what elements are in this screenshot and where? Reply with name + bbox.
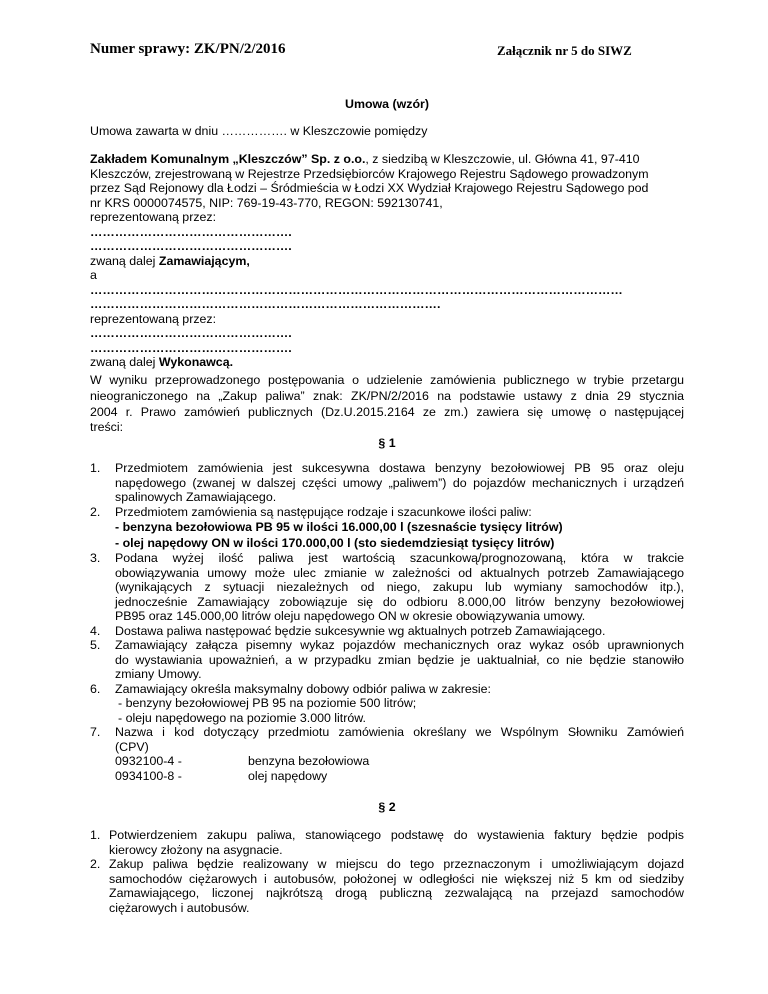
- party1-line2: Kleszczów, zrejestrowaną w Rejestrze Przedsiębiorców Krajowego Rejestru Sądowego prowadzonym: [90, 166, 649, 181]
- party1-line1: [90, 152, 684, 167]
- item-line: Dostawa paliwa następować będzie sukcesywnie wg aktualnych potrzeb Zamawiającego.: [115, 623, 606, 638]
- item-line: spalinowych Zamawiającego.: [115, 490, 277, 504]
- section1-heading: § 1: [378, 436, 396, 450]
- section2-list: [90, 828, 684, 915]
- section2-item-1: [90, 828, 684, 857]
- item-line: (CPV): [115, 739, 149, 754]
- fuel-quantity-pb95: - benzyna bezołowiowa PB 95 w ilości 16.000,00 l (szesnaście tysięcy litrów): [115, 520, 563, 534]
- party1-line3: przez Sąd Rejonowy dla Łodzi – Śródmieścia w Łodzi XX Wydział Krajowego Rejestru Sądowego pod: [90, 181, 649, 195]
- section1-item-5: [90, 638, 684, 682]
- cpv-code: 0934100-8 -: [115, 768, 182, 783]
- item-line: Zamawiającego, liczonej najkrótszą drogą publiczną zezwalającą na przejazd samochodów: [109, 886, 684, 900]
- party1-signatory-2: ………………………………………….: [90, 239, 292, 253]
- item-line: Przedmiotem zamówienia są następujące rodzaje i szacunkowe ilości paliw:: [115, 504, 532, 519]
- fuel-quantity-on: - olej napędowy ON w ilości 170.000,00 l (sto siedemdziesiąt tysięcy litrów): [115, 536, 555, 550]
- section2-heading: § 2: [378, 800, 396, 814]
- item-line: Zamawiający załącza pisemny wykaz pojazdów mechanicznych oraz wykaz osób uprawnionych: [115, 638, 684, 652]
- party1-called: [90, 254, 684, 269]
- item-line: napędowego (zwanej w dalszej części umowy „paliwem”) do pojazdów mechanicznych i urządzeń: [115, 475, 684, 490]
- item-line: Zamawiający określa maksymalny dobowy odbiór paliwa w zakresie:: [115, 681, 491, 696]
- called-prefix: zwaną dalej: [90, 355, 159, 369]
- item-line: Przedmiotem zamówienia jest sukcesywna dostawa benzyny bezołowiowej PB 95 oraz oleju: [115, 461, 684, 475]
- preamble-line: nieograniczonego na „Zakup paliwa” znak: ZK/PN/2/2016 na podstawie ustawy z dnia 29 stycznia: [90, 388, 684, 403]
- cpv-name: olej napędowy: [248, 768, 328, 783]
- item-line: ciężarowych i autobusów.: [109, 900, 250, 915]
- document-title: Umowa (wzór): [345, 97, 429, 111]
- section1-list: [90, 461, 684, 783]
- section1-item-2: [90, 505, 684, 552]
- cpv-name: benzyna bezołowiowa: [248, 754, 370, 768]
- item-line: zmiany Umowy.: [115, 667, 202, 681]
- item-line: samochodów ciężarowych i autobusów, położonej w odległości nie większej niż 5 km od siedziby: [109, 871, 684, 886]
- party1-address: , z siedzibą w Kleszczowie, ul. Główna 41, 97-410: [365, 152, 640, 166]
- called-prefix: zwaną dalej: [90, 253, 159, 268]
- party2-represented-by: reprezentowaną przez:: [90, 311, 217, 326]
- and-label: a: [90, 268, 97, 282]
- item-number: 1.: [90, 461, 101, 475]
- section2-item-2: [90, 857, 684, 915]
- party2-name-line-2: ………………………………………………………………………….: [90, 297, 441, 311]
- party2-signatory-1: ………………………………………….: [90, 326, 292, 340]
- item-number: 1.: [90, 828, 101, 842]
- party1-represented-by: reprezentowaną przez:: [90, 210, 217, 224]
- intro-text: Umowa zawarta w dniu ……………. w Kleszczowie pomiędzy: [90, 124, 428, 138]
- item-line: - oleju napędowego na poziomie 3.000 litrów.: [118, 710, 366, 725]
- cpv-code: 0932100-4 -: [115, 754, 182, 768]
- party1-name: Zakładem Komunalnym „Kleszczów” Sp. z o.o.: [90, 152, 366, 166]
- section1-item-6: [90, 682, 684, 726]
- preamble-line: treści:: [90, 420, 124, 435]
- party1-role: Zamawiającym,: [158, 253, 250, 268]
- item-line: (wynikających z sytuacji niezależnych od niego, zakupu lub wymiany samochodów itp.),: [115, 580, 684, 594]
- item-number: 2.: [90, 504, 101, 519]
- item-line: jednocześnie Zamawiający zobowiązuje się do odbioru 8.000,00 litrów benzyny bezołowiowej: [115, 594, 684, 609]
- item-number: 3.: [90, 551, 101, 565]
- preamble-line: W wyniku przeprowadzonego postępowania o udzielenie zamówienia publicznego w trybie przetargu: [90, 373, 684, 387]
- cpv-row: [115, 769, 684, 784]
- party1-block: [90, 152, 684, 370]
- item-line: Zakup paliwa będzie realizowany w miejscu do tego przeznaczonym i umożliwiającym dojazd: [109, 857, 684, 871]
- item-line: obowiązywania umowy może ulec zmianie w zależności od aktualnych potrzeb Zamawiającego: [115, 565, 684, 580]
- item-line: Potwierdzeniem zakupu paliwa, stanowiącego podstawę do wystawienia faktury będzie podpis: [109, 828, 684, 842]
- party2-role: Wykonawcą.: [158, 355, 234, 369]
- party1-line4: nr KRS 0000074575, NIP: 769-19-43-770, REGON: 592130741,: [90, 195, 443, 210]
- cpv-row: [115, 754, 684, 769]
- section1-item-1: [90, 461, 684, 505]
- section1-item-7: [90, 725, 684, 783]
- party2-name-line-1: …………………………………………………………………………………………………………………: [90, 282, 623, 297]
- attachment-label: Załącznik nr 5 do SIWZ: [497, 43, 632, 58]
- item-number: 5.: [90, 638, 101, 652]
- item-number: 2.: [90, 857, 101, 871]
- item-line: kierowcy złożony na asygnacie.: [109, 842, 283, 857]
- preamble: [90, 373, 684, 436]
- item-number: 6.: [90, 681, 101, 696]
- party1-signatory-1: ………………………………………….: [90, 224, 292, 239]
- party2-called: [90, 355, 684, 370]
- item-line: Nazwa i kod dotyczący przedmiotu zamówienia określany we Wspólnym Słowniku Zamówień: [115, 725, 684, 739]
- case-number: Numer sprawy: ZK/PN/2/2016: [90, 41, 286, 57]
- item-line: - benzyny bezołowiowej PB 95 na poziomie 500 litrów;: [118, 696, 417, 710]
- item-number: 7.: [90, 725, 101, 739]
- item-line: do wystawiania upoważnień, a w przypadku zmian będzie je uaktualniał, co nie będzie stanowiło: [115, 652, 684, 667]
- preamble-line: 2004 r. Prawo zamówień publicznych (Dz.U.2015.2164 ze zm.) zawiera się umowę o następującej: [90, 404, 684, 419]
- party2-signatory-2: ………………………………………….: [90, 340, 292, 355]
- item-line: Podana wyżej ilość paliwa jest wartością szacunkową/prognozowaną, która w trakcie: [115, 551, 684, 565]
- item-number: 4.: [90, 623, 101, 638]
- section1-item-3: [90, 551, 684, 624]
- item-line: PB95 oraz 145.000,00 litrów oleju napędowego ON w okresie obowiązywania umowy.: [115, 609, 586, 623]
- section1-item-4: [90, 624, 684, 639]
